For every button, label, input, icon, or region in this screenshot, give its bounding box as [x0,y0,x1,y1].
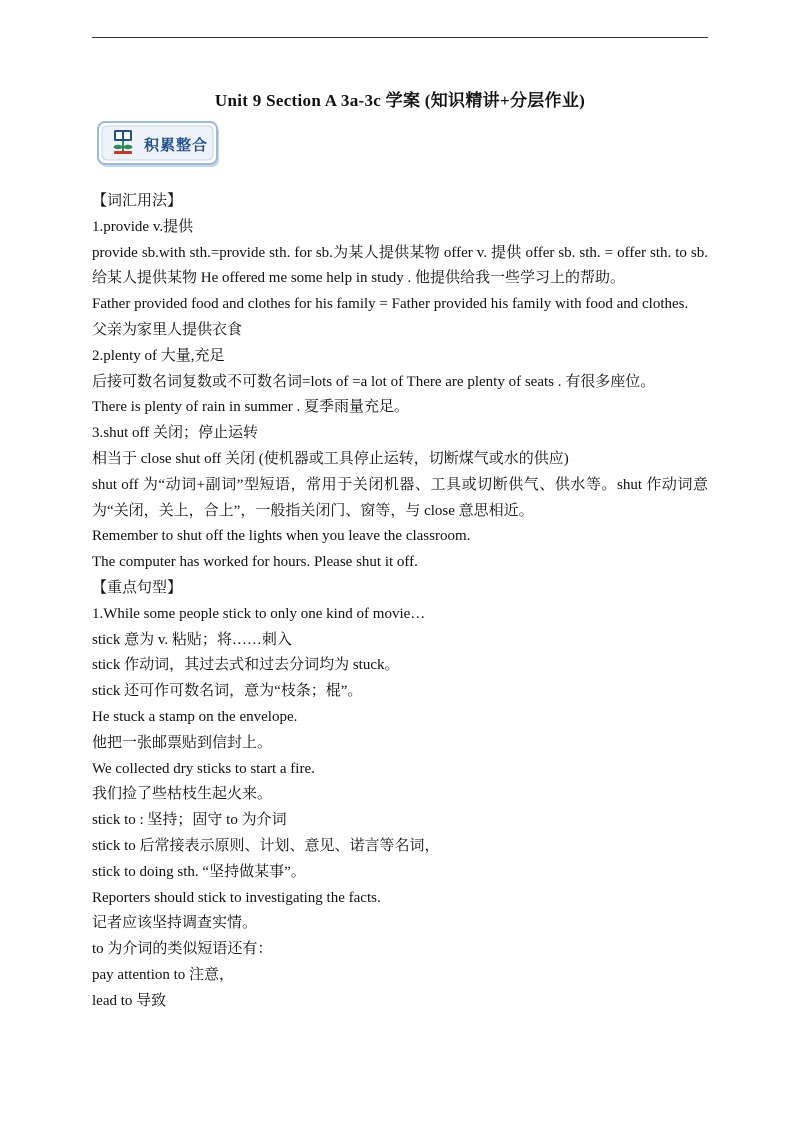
stick-to-doing: stick to doing sth. “坚持做某事”。 [92,863,306,880]
phrase-pay-attention-to: pay attention to 注意， [92,966,235,983]
stick-noun-meaning: stick 还可作可数名词，意为“枝条；棍”。 [92,683,363,700]
heading-key-sentences: 【重点句型】 [92,579,183,596]
vocab-plenty-usage: 后接可数名词复数或不可数名词=lots of =a lot of There are plenty of seats . 有很多座位。 [92,373,656,390]
vocab-shutoff-explanation: shut off 为“动词+副词”型短语，常用于关闭机器、工具或切断供气、供水等。shut 作动词意为“关闭，关上，合上”，一般指关闭门、窗等，与 close 意思相近。 [92,476,708,519]
vocab-plenty-example: There is plenty of rain in summer . 夏季雨量充足。 [92,399,410,416]
vocab-shutoff-example-1: Remember to shut off the lights when you leave the classroom. [92,528,471,545]
heading-vocabulary-usage: 【词汇用法】 [92,193,183,209]
vocab-provide-heading: 1.provide v.提供 [92,218,194,235]
stick-to-example-en: Reporters should stick to investigating the facts. [92,889,381,906]
vocab-provide-example-en: Father provided food and clothes for his family = Father provided his family with food and clothes. [92,296,689,313]
stick-meaning: stick 意为 v. 粘贴；将……刺入 [92,631,292,648]
similar-phrases-intro: to 为介词的类似短语还有： [92,941,273,958]
stick-example-2-en: We collected dry sticks to start a fire. [92,760,315,777]
stick-to-usage: stick to 后常接表示原则、计划、意见、诺言等名词， [92,837,440,854]
vocab-provide-example-cn: 父亲为家里人提供衣食 [92,321,243,338]
phrase-lead-to: lead to 导致 [92,992,167,1009]
stick-example-1-cn: 他把一张邮票贴到信封上。 [92,734,273,751]
vocab-shutoff-heading: 3.shut off 关闭；停止运转 [92,425,258,442]
stick-to-example-cn: 记者应该坚持调查实情。 [92,915,258,932]
vocab-provide-usage: provide sb.with sth.=provide sth. for sb.为某人提供某物 offer v. 提供 offer sb. sth. = offer sth. to sb. 给某人提供某物 He offered me some help in study . 他提供给我一些学习上的帮助。 [92,244,708,287]
document-body [92,189,708,1015]
header-rule [92,37,708,38]
stick-to-meaning: stick to : 坚持；固守 to 为介词 [92,812,287,829]
vocab-plenty-heading: 2.plenty of 大量,充足 [92,347,225,364]
section-badge [97,121,221,169]
stick-example-2-cn: 我们捡了些枯枝生起火来。 [92,786,273,803]
document-title: Unit 9 Section A 3a-3c 学案 (知识精讲+分层作业) [214,91,586,110]
sentence-1: 1.While some people stick to only one kind of movie… [92,605,426,622]
section-badge-label: 积累整合 [144,136,209,154]
vocab-shutoff-synonym: 相当于 close shut off 关闭 (使机器或工具停止运转，切断煤气或水的供应) [92,450,569,467]
stick-example-1-en: He stuck a stamp on the envelope. [92,708,298,725]
stick-verb-forms: stick 作动词，其过去式和过去分词均为 stuck。 [92,657,400,674]
vocab-shutoff-example-2: The computer has worked for hours. Please shut it off. [92,554,418,571]
